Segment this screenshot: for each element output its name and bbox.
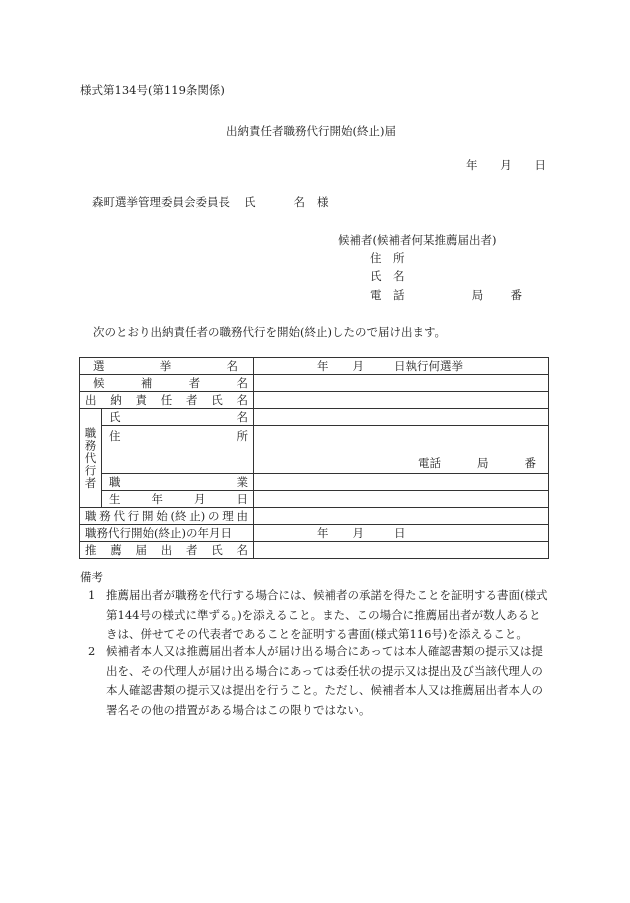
proxy-tel: 電話 局 番 bbox=[418, 456, 536, 470]
candidate-tel-kyoku: 局 bbox=[471, 288, 484, 302]
reason-value[interactable] bbox=[254, 508, 549, 525]
reason-label: 職 務 代 行 開 始 (終 止) の 理 由 bbox=[80, 508, 254, 525]
start-date-label: 職務代行開始(終止)の年月日 bbox=[80, 525, 254, 542]
submission-date bbox=[466, 157, 546, 173]
note-number: 2 bbox=[88, 644, 96, 658]
treasurer-value[interactable] bbox=[254, 392, 549, 409]
row-proxy-birth bbox=[80, 491, 549, 508]
treasurer-label: 出 納 責 任 者 氏 名 bbox=[80, 392, 254, 409]
proxy-birth-value[interactable] bbox=[254, 491, 549, 508]
document-title: 出納責任者職務代行開始(終止)届 bbox=[226, 124, 396, 138]
start-date-value[interactable]: 年 月 日 bbox=[254, 525, 549, 542]
row-candidate bbox=[80, 375, 549, 392]
candidate-tel-label: 電 話 bbox=[370, 288, 405, 302]
candidate-name-label: 氏 名 bbox=[370, 269, 405, 283]
row-treasurer bbox=[80, 392, 549, 409]
row-reason bbox=[80, 508, 549, 525]
year-label: 年 bbox=[466, 158, 478, 172]
candidate-value[interactable] bbox=[254, 375, 549, 392]
row-nominator bbox=[80, 542, 549, 559]
proxy-birth-label: 生 年 月 日 bbox=[102, 491, 254, 508]
candidate-address-label: 住 所 bbox=[370, 251, 405, 265]
proxy-name-value[interactable] bbox=[254, 409, 549, 426]
form-number: 様式第134号(第119条関係) bbox=[80, 83, 225, 97]
note-number: 1 bbox=[88, 588, 96, 602]
addressee-org: 森町選挙管理委員会委員長 bbox=[92, 195, 230, 209]
row-start-date bbox=[80, 525, 549, 542]
row-proxy-name bbox=[80, 409, 549, 426]
statement: 次のとおり出納責任者の職務代行を開始(終止)したので届け出ます。 bbox=[93, 325, 447, 339]
row-election bbox=[80, 358, 549, 375]
addressee-sama: 様 bbox=[317, 195, 329, 209]
proxy-occupation-value[interactable] bbox=[254, 474, 549, 491]
addressee-shi: 氏 bbox=[244, 195, 256, 209]
proxy-occupation-label: 職 業 bbox=[102, 474, 254, 491]
nominator-value[interactable] bbox=[254, 542, 549, 559]
row-proxy-occupation bbox=[80, 474, 549, 491]
election-value[interactable]: 年 月 日執行何選挙 bbox=[254, 358, 549, 375]
nominator-label: 推 薦 届 出 者 氏 名 bbox=[80, 542, 254, 559]
notes-title: 備考 bbox=[80, 570, 103, 584]
month-label: 月 bbox=[500, 158, 512, 172]
proxy-group-label: 職務代行者 bbox=[80, 409, 102, 508]
election-label: 選 挙 名 bbox=[80, 358, 254, 375]
candidate-tel-ban: 番 bbox=[510, 288, 522, 302]
note-text: 候補者本人又は推薦届出者本人が届け出る場合にあっては本人確認書類の提示又は提出を、その代理人が届け出る場合にあっては委任状の提示又は提出及び当該代理人の本人確認書類の提示又は提出を行うこと。ただし、候補者本人又は推薦届出者本人の署名その他の措置がある場合はこの限りではない。 bbox=[106, 644, 543, 717]
addressee-mei: 名 bbox=[293, 195, 305, 209]
day-label: 日 bbox=[534, 158, 546, 172]
candidate-title: 候補者(候補者何某推薦届出者) bbox=[338, 233, 497, 247]
proxy-name-label: 氏 名 bbox=[102, 409, 254, 426]
proxy-address-value[interactable] bbox=[254, 426, 549, 474]
note-item bbox=[88, 642, 548, 720]
note-text: 推薦届出者が職務を代行する場合には、候補者の承諾を得たことを証明する書面(様式第144号の様式に準ずる。)を添えること。また、この場合に推薦届出者が数人あるときは、併せてその代表者であることを証明する書面(様式第116号)を添えること。 bbox=[106, 588, 548, 641]
note-item bbox=[88, 586, 548, 645]
row-proxy-address bbox=[80, 426, 549, 474]
addressee bbox=[92, 194, 329, 210]
candidate-tel bbox=[370, 287, 522, 303]
candidate-label: 候 補 者 名 bbox=[80, 375, 254, 392]
proxy-address-label: 住 所 bbox=[102, 426, 254, 474]
form-table bbox=[79, 357, 549, 559]
